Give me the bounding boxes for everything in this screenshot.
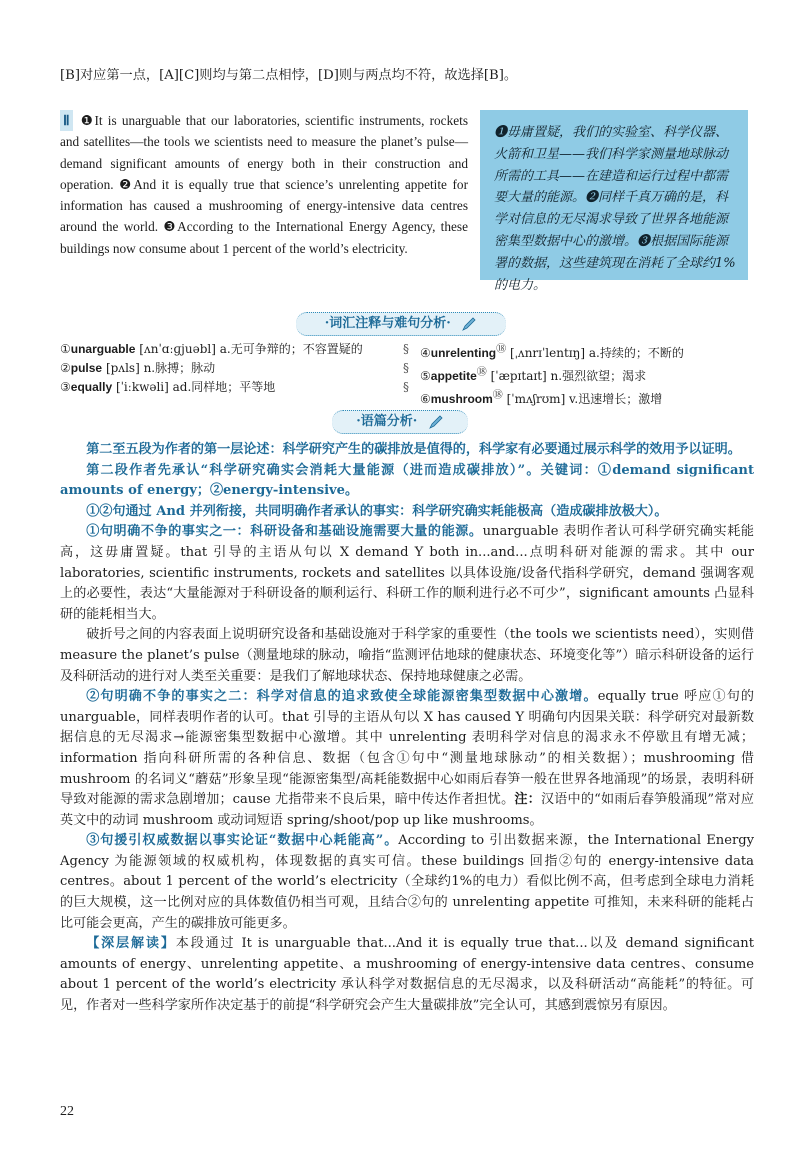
analysis-para: 第二至五段为作者的第一层论述：科学研究产生的碳排放是值得的，科学家有必要通过展示科学的效用予以证明。	[86, 442, 741, 457]
discourse-heading-label: ·语篇分析·	[356, 414, 418, 429]
analysis-para: 第二段作者先承认“科学研究确实会消耗大量能源（进而造成碳排放）”。关键词：①demand significant amounts of energy；②energy-intensive。	[60, 462, 754, 499]
section-tag: Ⅱ	[60, 110, 73, 131]
analysis-para: ③句援引权威数据以事实论证“数据中心耗能高”。According to 引出数据来源，the International Energy Agency 为能源领域的权威机构，体现数据的真实可信。these buildings 回指②句的 energy-intensive data centres。about 1 percent of the world’s electricity（全球约1%的电力）看似比例不高，但考虑到全球电力消耗的巨大规模，这一比例对应的具体数值仍相当可观，且结合②句的 unrelenting appetite 可推知，未来科研的能耗占比可能会更高，产生的碳排放可能更多。	[60, 833, 754, 931]
page-number: 22	[60, 1104, 74, 1119]
vocab-item: ④unrelenting⑱ [ˌʌnrɪˈlentɪŋ] a.持续的；不断的	[420, 344, 684, 360]
discourse-heading	[332, 410, 468, 434]
english-paragraph	[60, 110, 468, 259]
analysis-para: 破折号之间的内容表面上说明研究设备和基础设施对于科学家的重要性（the tools we scientists need），实则借 measure the planet’s pulse（测量地球的脉动，喻指“监测评估地球的健康状态、环境变化等”）暗示科研设备的运行及科研活动的进行对人类至关重要：是我们了解地球状态、保持地球健康之必需。	[60, 627, 754, 684]
previous-answer-line: [B]对应第一点，[A][C]则均与第二点相悖，[D]则与两点均不符，故选择[B]。	[60, 68, 518, 83]
vocab-column-left	[60, 340, 400, 397]
divider-squiggle: § § §	[403, 342, 409, 394]
vocab-item: ①unarguable [ʌnˈɑːɡjuəbl] a.无可争辩的；不容置疑的	[60, 342, 363, 356]
analysis-para: ②句明确不争的事实之二：科学对信息的追求致使全球能源密集型数据中心激增。equally true 呼应①句的 unarguable，同样表明作者的认可。that 引导的主语从句以 X has caused Y 明确句内因果关联：科学研究对最新数据信息的无尽渴求→能源密集型数据中心激增。其中 unrelenting 表明科学对信息的渴求永不停歇且有增无减；information 指向科研所需的各种信息、数据（包含①句中“测量地球脉动”的相关数据）；mushrooming 借 mushroom 的名词义“蘑菇”形象呈现“能源密集型/高耗能数据中心如雨后春笋一般在世界各地涌现”的场景，表明科研导致对能源的需求急剧增加；cause 尤指带来不良后果，暗中传达作者担忧。注：汉语中的“如雨后春笋般涌现”常对应英文中的动词 mushroom 或动词短语 spring/shoot/pop up like mushrooms。	[60, 689, 755, 828]
deep-reading-para: 【深层解读】本段通过 It is unarguable that...And it is equally true that...以及 demand significant amounts of energy、unrelenting appetite、a mushrooming of energy-intensive data centres、consume about 1 percent of the world’s electricity 承认科学对数据信息的无尽渴求，以及科研活动“高能耗”的特征。可见，作者对一些科学家所作决定基于的前提“科学研究会产生大量碳排放”完全认可，其感到震惊另有原因。	[60, 936, 754, 1014]
analysis-body	[60, 440, 754, 1017]
chinese-translation-box	[480, 110, 748, 293]
pen-icon	[428, 414, 444, 430]
analysis-para: ①句明确不争的事实之一：科研设备和基础设施需要大量的能源。unarguable 表明作者认可科学研究确实耗能高，这毋庸置疑。that 引导的主语从句以 X demand Y both in...and...点明科研对能源的需求。其中 our laboratories, scientific instruments, rockets and satellites 以具体设施/设备代指科学研究，demand 强调客观上的必要性，表达“大量能源对于科研设备的顺利运行、科研工作的顺利进行必不可少”，significant amounts 凸显科研的能耗相当大。	[60, 524, 754, 622]
vocab-item: ⑥mushroom⑱ [ˈmʌʃrʊm] v.迅速增长；激增	[420, 390, 663, 406]
vocab-item: ⑤appetite⑱ [ˈæpɪtaɪt] n.强烈欲望；渴求	[420, 367, 647, 383]
analysis-para: ①②句通过 And 并列衔接，共同明确作者承认的事实：科学研究确实耗能极高（造成碳排放极大）。	[86, 503, 668, 519]
chinese-translation-text: ❶毋庸置疑，我们的实验室、科学仪器、火箭和卫星——我们科学家测量地球脉动所需的工具——在建造和运行过程中都需要大量的能源。❷同样千真万确的是，科学对信息的无尽渴求导致了世界各地能源密集型数据中心的激增。❸根据国际能源署的数据，这些建筑现在消耗了全球约1%的电力。	[494, 125, 736, 293]
vocab-heading-label: ·词汇注释与难句分析·	[324, 316, 451, 331]
vocab-column-right	[420, 340, 754, 409]
vocab-item: ②pulse [pʌls] n.脉搏；脉动	[60, 361, 216, 375]
vocab-item: ③equally [ˈiːkwəli] ad.同样地；平等地	[60, 380, 276, 394]
vocab-heading	[296, 312, 506, 336]
english-text: ❶It is unarguable that our laboratories, scientific instruments, rockets and satellites—the tools we scientists need to measure the planet’s pulse—demand significant amounts of energy both in their construction and operation. ❷And it is equally true that science’s unrelenting appetite for information has caused a mushrooming of energy-intensive data centres around the world. ❸According to the International Energy Agency, these buildings now consume about 1 percent of the world’s electricity.	[60, 113, 469, 256]
pen-icon	[461, 316, 477, 332]
